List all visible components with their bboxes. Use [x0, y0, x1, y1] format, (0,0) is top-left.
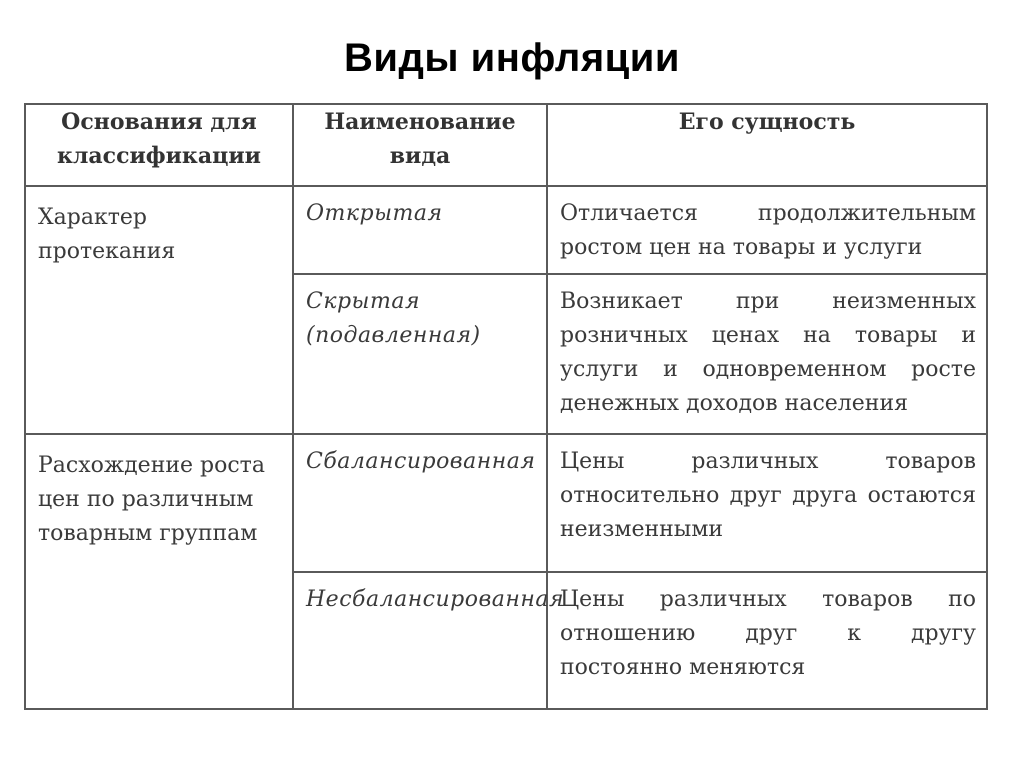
basis-cell: Расхождение роста цен по различным товарным группам [25, 434, 293, 709]
essence-cell: Цены различных товаров по отношению друг к другу постоянно меняются [547, 572, 987, 709]
table-header-row [25, 104, 987, 186]
page-title: Виды инфляции [344, 36, 680, 80]
kind-cell: Сбалансированная [293, 434, 547, 572]
kind-cell: Открытая [293, 186, 547, 274]
header-essence: Его сущность [547, 104, 987, 186]
essence-cell: Цены различных товаров относительно друг друга остаются неизменными [547, 434, 987, 572]
header-basis: Основания для классификации [25, 104, 293, 186]
essence-cell: Отличается продолжительным ростом цен на товары и услуги [547, 186, 987, 274]
header-kind: Наименование вида [293, 104, 547, 186]
inflation-types-table [24, 103, 988, 710]
basis-cell: Характер протекания [25, 186, 293, 434]
kind-cell: Скрытая (подавленная) [293, 274, 547, 434]
essence-cell: Возникает при неизменных розничных ценах на товары и услуги и одновременном росте денежных доходов населения [547, 274, 987, 434]
kind-cell: Несбалансированная [293, 572, 547, 709]
table-row [25, 186, 987, 274]
table-row [25, 434, 987, 572]
